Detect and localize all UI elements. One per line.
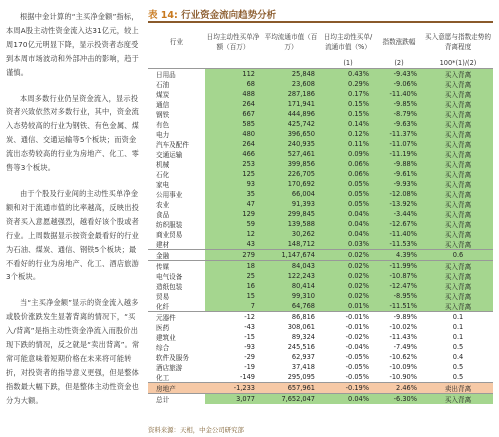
industry-cell: 煤炭 <box>156 91 170 99</box>
table-row <box>148 332 493 342</box>
divergence-cell: 买入背离 <box>423 219 493 229</box>
net-buy-cell: 93 <box>205 179 261 189</box>
industry-cell: 电气设备 <box>156 273 183 281</box>
float-cap-cell: 444,896 <box>261 109 321 119</box>
index-change-cell: 4.39% <box>375 250 423 261</box>
ratio-cell: -0.05% <box>345 353 369 361</box>
divergence-cell: 买入背离 <box>423 69 493 80</box>
ratio-cell: -0.01% <box>321 312 375 323</box>
title-rule <box>148 21 493 23</box>
divergence-cell: 买入背离 <box>423 139 493 149</box>
table-row <box>148 362 493 372</box>
index-change-cell: -8.79% <box>375 109 423 119</box>
divergence-cell: 0.6 <box>423 250 493 261</box>
divergence-cell: 买入背离 <box>423 229 493 239</box>
divergence-cell: 买入背离 <box>423 149 493 159</box>
industry-cell: 建筑业 <box>156 334 176 342</box>
table-row <box>148 301 493 312</box>
ratio-cell: 0.15% <box>321 109 375 119</box>
index-change-cell: -9.88% <box>375 159 423 169</box>
float-cap-cell: 396,650 <box>261 129 321 139</box>
divergence-cell: 0.5 <box>452 373 464 381</box>
net-buy-cell: 129 <box>205 209 261 219</box>
net-buy-cell: 667 <box>205 109 261 119</box>
divergence-cell: 买入背离 <box>423 394 493 405</box>
header-divergence: 买入意愿与指数走势的背离程度 <box>425 33 491 51</box>
industry-cell: 传媒 <box>148 261 205 272</box>
index-change-cell: -9.06% <box>375 79 423 89</box>
industry-cell: 综合 <box>156 344 170 352</box>
index-change-cell: -10.62% <box>389 353 417 361</box>
industry-cell: 日用品 <box>148 69 205 80</box>
index-change-cell: -10.02% <box>389 323 417 331</box>
header-ratio: 日均主动性买单/流通市值（%） <box>323 33 373 51</box>
table-row <box>148 79 493 89</box>
index-change-cell: -9.61% <box>375 169 423 179</box>
float-cap-cell: 7,652,047 <box>261 394 321 405</box>
table-row <box>148 199 493 209</box>
table-row <box>148 322 493 332</box>
paragraph-2: 本周多数行业仍呈资金流入，显示投资者兴致依然对多数行业，其中，资金流入态势较高的行业为钢铁、有色金属、煤炭、通信、交通运输等5个板块；而资金流出态势较高的行业为房地产、化工、零售等3个板块。 <box>6 93 139 173</box>
net-buy-cell: 15 <box>205 291 261 301</box>
ratio-cell: 0.15% <box>321 99 375 109</box>
ratio-cell: 0.05% <box>321 189 375 199</box>
table-row <box>148 119 493 129</box>
float-cap-cell: 86,816 <box>261 312 321 323</box>
ratio-cell: 0.01% <box>321 301 375 312</box>
net-buy-cell: 12 <box>205 229 261 239</box>
net-buy-cell: 47 <box>205 199 261 209</box>
float-cap-cell: 62,937 <box>291 353 315 361</box>
float-cap-cell: 23,608 <box>261 79 321 89</box>
float-cap-cell: 80,414 <box>261 281 321 291</box>
float-cap-cell: 240,935 <box>261 139 321 149</box>
ratio-cell: 0.43% <box>321 69 375 80</box>
divergence-cell: 买入背离 <box>423 169 493 179</box>
industry-cell: 石油 <box>156 81 170 89</box>
net-buy-cell: -43 <box>244 323 255 331</box>
float-cap-cell: 171,941 <box>261 99 321 109</box>
index-change-cell: -10.09% <box>389 363 417 371</box>
divergence-cell: 0.1 <box>452 323 464 331</box>
net-buy-cell: -12 <box>205 312 261 323</box>
table-row <box>148 291 493 301</box>
float-cap-cell: 245,516 <box>287 343 315 351</box>
divergence-cell: 买入背离 <box>423 291 493 301</box>
table-row <box>148 189 493 199</box>
net-buy-cell: 112 <box>205 69 261 80</box>
net-buy-cell: 59 <box>205 219 261 229</box>
net-buy-cell: 68 <box>205 79 261 89</box>
float-cap-cell: 37,418 <box>291 363 315 371</box>
table-row <box>148 383 493 394</box>
divergence-cell: 买入背离 <box>423 99 493 109</box>
industry-cell: 汽车及配件 <box>156 141 189 149</box>
net-buy-cell: 16 <box>205 281 261 291</box>
divergence-cell: 买入背离 <box>423 239 493 250</box>
index-change-cell: -11.37% <box>375 129 423 139</box>
float-cap-cell: 89,324 <box>291 333 315 341</box>
net-buy-cell: 3,077 <box>205 394 261 405</box>
industry-cell: 总计 <box>148 394 205 405</box>
table-row <box>148 261 493 272</box>
header-industry: 行业 <box>169 38 184 46</box>
table-row <box>148 209 493 219</box>
float-cap-cell: 226,705 <box>261 169 321 179</box>
float-cap-cell: 1,147,674 <box>261 250 321 261</box>
industry-cell: 化纤 <box>156 303 170 311</box>
index-change-cell: -10.87% <box>375 271 423 281</box>
float-cap-cell: 99,310 <box>261 291 321 301</box>
header-float-cap: 平均流通市值（百万） <box>264 33 318 51</box>
industry-cell: 元器件 <box>148 312 205 323</box>
ratio-cell: 0.05% <box>321 179 375 189</box>
net-buy-cell: 279 <box>205 250 261 261</box>
ratio-cell: 0.11% <box>321 139 375 149</box>
index-change-cell: -10.90% <box>389 373 417 381</box>
net-buy-cell: 264 <box>205 99 261 109</box>
net-buy-cell: -29 <box>244 353 255 361</box>
index-change-cell: -9.43% <box>375 69 423 80</box>
divergence-cell: 卖出背离 <box>423 383 493 394</box>
index-change-cell: -11.07% <box>375 139 423 149</box>
ratio-cell: -0.05% <box>345 373 369 381</box>
industry-cell: 公用事业 <box>156 191 183 199</box>
index-change-cell: -11.99% <box>375 261 423 272</box>
float-cap-cell: 287,186 <box>261 89 321 99</box>
industry-cell: 钢铁 <box>156 111 170 119</box>
industry-cell: 金融 <box>148 250 205 261</box>
index-change-cell: -9.93% <box>375 179 423 189</box>
industry-cell: 酒店旅游 <box>156 364 183 372</box>
industry-cell: 建材 <box>156 241 170 249</box>
float-cap-cell: 122,243 <box>261 271 321 281</box>
industry-cell: 纺织服装 <box>156 221 183 229</box>
industry-cell: 贸易 <box>156 293 170 301</box>
industry-cell: 机械 <box>156 161 170 169</box>
index-change-cell: -6.30% <box>375 394 423 405</box>
subheader-1: (1) <box>343 59 353 67</box>
ratio-cell: 0.04% <box>321 209 375 219</box>
net-buy-cell: 125 <box>205 169 261 179</box>
table-row <box>148 239 493 250</box>
index-change-cell: -9.89% <box>375 312 423 323</box>
float-cap-cell: 308,061 <box>287 323 315 331</box>
fund-flow-table <box>148 24 493 404</box>
ratio-cell: 0.14% <box>321 119 375 129</box>
divergence-cell: 买入背离 <box>423 119 493 129</box>
table-row <box>148 394 493 405</box>
ratio-cell: -0.04% <box>345 343 369 351</box>
ratio-cell: 0.06% <box>321 169 375 179</box>
net-buy-cell: -149 <box>240 373 255 381</box>
float-cap-cell: 295,095 <box>287 373 315 381</box>
divergence-cell: 买入背离 <box>423 129 493 139</box>
divergence-cell: 0.1 <box>423 312 493 323</box>
table-row <box>148 99 493 109</box>
industry-cell: 交通运输 <box>156 151 183 159</box>
subheader-3: 100*(1)/(2) <box>439 59 477 67</box>
header-index-change: 指数涨跌幅 <box>382 38 416 46</box>
index-change-cell: -12.67% <box>375 219 423 229</box>
ratio-cell: -0.19% <box>321 383 375 394</box>
subheader-2: (2) <box>394 59 404 67</box>
industry-cell: 软件及服务 <box>156 354 189 362</box>
ratio-cell: -0.01% <box>345 323 369 331</box>
divergence-cell: 0.4 <box>452 353 464 361</box>
header-net-buy: 日均主动性买单净额（百万） <box>206 33 260 51</box>
divergence-cell: 买入背离 <box>423 79 493 89</box>
ratio-cell: 0.02% <box>321 271 375 281</box>
industry-cell: 家电 <box>156 181 170 189</box>
divergence-cell: 买入背离 <box>423 179 493 189</box>
ratio-cell: 0.09% <box>321 149 375 159</box>
index-change-cell: -8.95% <box>375 291 423 301</box>
float-cap-cell: 148,712 <box>261 239 321 250</box>
ratio-cell: 0.02% <box>321 291 375 301</box>
float-cap-cell: 527,461 <box>261 149 321 159</box>
industry-cell: 石化 <box>156 171 170 179</box>
divergence-cell: 0.1 <box>452 333 464 341</box>
ratio-cell: 0.05% <box>321 199 375 209</box>
index-change-cell: -7.49% <box>393 343 417 351</box>
divergence-cell: 买入背离 <box>423 89 493 99</box>
net-buy-cell: 253 <box>205 159 261 169</box>
index-change-cell: -12.47% <box>375 281 423 291</box>
index-change-cell: -11.51% <box>375 301 423 312</box>
table-body <box>148 69 493 405</box>
net-buy-cell: 466 <box>205 149 261 159</box>
table-row <box>148 281 493 291</box>
divergence-cell: 0.5 <box>452 363 464 371</box>
net-buy-cell: 25 <box>205 271 261 281</box>
left-text-column <box>6 10 143 420</box>
industry-cell: 造纸包装 <box>156 283 183 291</box>
divergence-cell: 买入背离 <box>423 281 493 291</box>
ratio-cell: 0.17% <box>321 89 375 99</box>
table-row <box>148 159 493 169</box>
float-cap-cell: 425,742 <box>261 119 321 129</box>
industry-cell: 医药 <box>156 324 170 332</box>
industry-cell: 农业 <box>156 201 170 209</box>
ratio-cell: 0.03% <box>321 239 375 250</box>
industry-cell: 房地产 <box>148 383 205 394</box>
float-cap-cell: 170,692 <box>261 179 321 189</box>
index-change-cell: -11.19% <box>375 149 423 159</box>
table-number: 表 14: <box>148 10 178 21</box>
net-buy-cell: 480 <box>205 129 261 139</box>
paragraph-1: 根据中金计算的“主买净金额”指标，本周A股主动性资金流入达31亿元，较上周170亿元明显下降，显示投资者态度受到本周市场波动和外部冲击的影响，趋于谨慎。 <box>6 12 139 77</box>
ratio-cell: 0.12% <box>321 129 375 139</box>
ratio-cell: 0.02% <box>321 261 375 272</box>
ratio-cell: 0.29% <box>321 79 375 89</box>
float-cap-cell: 299,845 <box>261 209 321 219</box>
float-cap-cell: 399,856 <box>261 159 321 169</box>
table-row <box>148 372 493 383</box>
divergence-cell: 买入背离 <box>423 159 493 169</box>
table-row <box>148 129 493 139</box>
net-buy-cell: 7 <box>205 301 261 312</box>
net-buy-cell: 18 <box>205 261 261 272</box>
index-change-cell: 2.46% <box>375 383 423 394</box>
ratio-cell: 0.02% <box>321 281 375 291</box>
float-cap-cell: 25,848 <box>261 69 321 80</box>
net-buy-cell: 35 <box>205 189 261 199</box>
float-cap-cell: 657,961 <box>261 383 321 394</box>
ratio-cell: 0.04% <box>321 394 375 405</box>
net-buy-cell: -19 <box>244 363 255 371</box>
divergence-cell: 买入背离 <box>423 199 493 209</box>
table-row <box>148 69 493 80</box>
table-row <box>148 109 493 119</box>
industry-cell: 商业贸易 <box>156 231 183 239</box>
divergence-cell: 买入背离 <box>423 189 493 199</box>
table-title-text: 行业资金流向趋势分析 <box>181 10 277 21</box>
index-change-cell: -11.40% <box>375 89 423 99</box>
table-row <box>148 271 493 281</box>
index-change-cell: -9.85% <box>375 99 423 109</box>
table-row <box>148 169 493 179</box>
divergence-cell: 0.5 <box>452 343 464 351</box>
table-row <box>148 342 493 352</box>
index-change-cell: -3.44% <box>375 209 423 219</box>
table-row <box>148 179 493 189</box>
table-row <box>148 229 493 239</box>
float-cap-cell: 91,393 <box>261 199 321 209</box>
net-buy-cell: 488 <box>205 89 261 99</box>
industry-cell: 通信 <box>156 101 170 109</box>
table-row <box>148 250 493 261</box>
net-buy-cell: -1,233 <box>205 383 261 394</box>
index-change-cell: -9.63% <box>375 119 423 129</box>
index-change-cell: -11.53% <box>375 239 423 250</box>
table-source-note: 资料来源：天相，中金公司研究部 <box>148 426 244 434</box>
ratio-cell: 0.04% <box>321 229 375 239</box>
index-change-cell: -13.92% <box>375 199 423 209</box>
table-row <box>148 219 493 229</box>
float-cap-cell: 139,588 <box>261 219 321 229</box>
ratio-cell: 0.06% <box>321 159 375 169</box>
paragraph-3: 由于个股及行业间的主动性买单净金额和对于流通市值的比率越高，反映出投资者买入意愿越强烈，越看好该个股或者行业。上周数据显示按资金最看好的行业为石油、煤炭、通信、钢铁5个板块；最不看好的行业为房地产、化工、酒店旅游3个板块。 <box>6 188 139 282</box>
industry-cell: 有色 <box>156 121 170 129</box>
float-cap-cell: 30,262 <box>261 229 321 239</box>
ratio-cell: 0.02% <box>321 250 375 261</box>
divergence-cell: 买入背离 <box>423 261 493 272</box>
divergence-cell: 买入背离 <box>423 301 493 312</box>
table-row <box>148 149 493 159</box>
float-cap-cell: 66,004 <box>261 189 321 199</box>
index-change-cell: -11.40% <box>375 229 423 239</box>
table-row <box>148 89 493 99</box>
net-buy-cell: 585 <box>205 119 261 129</box>
ratio-cell: -0.05% <box>345 363 369 371</box>
index-change-cell: -11.43% <box>389 333 417 341</box>
table-row <box>148 352 493 362</box>
divergence-cell: 买入背离 <box>423 271 493 281</box>
net-buy-cell: -15 <box>244 333 255 341</box>
divergence-cell: 买入背离 <box>423 209 493 219</box>
industry-cell: 电力 <box>156 131 170 139</box>
table-row <box>148 139 493 149</box>
industry-cell: 食品 <box>156 211 170 219</box>
table-title <box>148 7 276 21</box>
table-row <box>148 312 493 323</box>
industry-cell: 化工 <box>156 374 170 382</box>
net-buy-cell: -93 <box>244 343 255 351</box>
index-change-cell: -12.08% <box>375 189 423 199</box>
float-cap-cell: 64,768 <box>261 301 321 312</box>
net-buy-cell: 43 <box>205 239 261 250</box>
paragraph-4: 当“主买净金额”显示的资金流入越多或股价涨跌发生显著背离的情况下，“买入/背离”是指主动性资金净流入而股价出现下跌的情况，反之就是“卖出背离”。常常可能意味着短期价格在未来将可能转折，对投资者的指导意义更强，但是整体指数最大幅下跌，但是整体主动性资金也分为大额。 <box>6 298 140 405</box>
ratio-cell: -0.02% <box>345 333 369 341</box>
ratio-cell: 0.04% <box>321 219 375 229</box>
net-buy-cell: 264 <box>205 139 261 149</box>
divergence-cell: 买入背离 <box>423 109 493 119</box>
float-cap-cell: 84,043 <box>261 261 321 272</box>
